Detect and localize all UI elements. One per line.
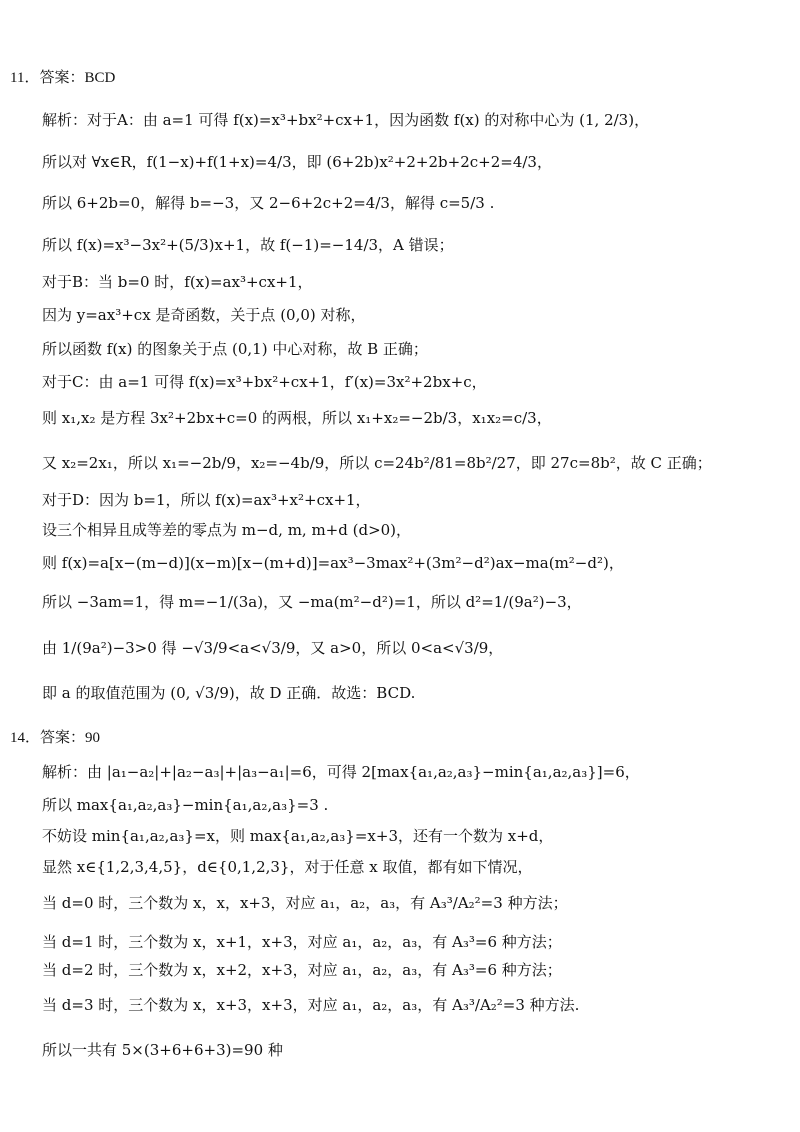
q14-line-8: 当 d=3 时，三个数为 x，x+3，x+3，对应 a₁，a₂，a₃，有 A₃³/A₂²=3 种方法.	[42, 996, 580, 1014]
q14-header: 14．答案：90	[10, 730, 101, 746]
q11-line-4: 所以 f(x)=x³−3x²+(5/3)x+1，故 f(−1)=−14/3，A 错误；	[42, 236, 454, 254]
q11-line-12: 设三个相异且成等差的零点为 m−d, m, m+d (d>0)，	[42, 521, 412, 539]
q11-line-15: 由 1/(9a²)−3>0 得 −√3/9<a<√3/9，又 a>0，所以 0<a<√3/9，	[42, 639, 504, 657]
q14-line-1: 解析：由 |a₁−a₂|+|a₂−a₃|+|a₃−a₁|=6，可得 2[max{a₁,a₂,a₃}−min{a₁,a₂,a₃}]=6，	[42, 763, 640, 781]
q11-line-9: 则 x₁,x₂ 是方程 3x²+2bx+c=0 的两根，所以 x₁+x₂=−2b/3，x₁x₂=c/3，	[42, 409, 552, 427]
q14-line-9: 所以一共有 5×(3+6+6+3)=90 种	[42, 1041, 283, 1059]
q14-line-2: 所以 max{a₁,a₂,a₃}−min{a₁,a₂,a₃}=3 .	[42, 796, 329, 814]
q11-line-8: 对于C：由 a=1 可得 f(x)=x³+bx²+cx+1，f′(x)=3x²+2bx+c，	[42, 373, 487, 391]
q11-line-3: 所以 6+2b=0，解得 b=−3，又 2−6+2c+2=4/3，解得 c=5/3 .	[42, 194, 495, 212]
q14-line-3: 不妨设 min{a₁,a₂,a₃}=x，则 max{a₁,a₂,a₃}=x+3，还有一个数为 x+d，	[42, 827, 554, 845]
q11-line-5: 对于B：当 b=0 时，f(x)=ax³+cx+1，	[42, 273, 313, 291]
q11-line-2: 所以对 ∀x∈R，f(1−x)+f(1+x)=4/3，即 (6+2b)x²+2+2b+2c+2=4/3，	[42, 153, 552, 171]
q11-line-14: 所以 −3am=1，得 m=−1/(3a)，又 −ma(m²−d²)=1，所以 d²=1/(9a²)−3，	[42, 593, 582, 611]
q14-line-4: 显然 x∈{1,2,3,4,5}，d∈{0,1,2,3}，对于任意 x 取值，都有如下情况，	[42, 858, 533, 876]
q11-line-16: 即 a 的取值范围为 (0, √3/9)，故 D 正确．故选：BCD.	[42, 684, 416, 702]
q11-line-1: 解析：对于A：由 a=1 可得 f(x)=x³+bx²+cx+1，因为函数 f(x) 的对称中心为 (1, 2/3)，	[42, 111, 650, 129]
q11-line-13: 则 f(x)=a[x−(m−d)](x−m)[x−(m+d)]=ax³−3max²+(3m²−d²)ax−ma(m²−d²)，	[42, 554, 624, 572]
q11-line-7: 所以函数 f(x) 的图象关于点 (0,1) 中心对称，故 B 正确；	[42, 340, 428, 358]
q14-line-7: 当 d=2 时，三个数为 x，x+2，x+3，对应 a₁，a₂，a₃，有 A₃³=6 种方法；	[42, 961, 562, 979]
q11-line-11: 对于D：因为 b=1，所以 f(x)=ax³+x²+cx+1，	[42, 491, 371, 509]
q11-line-10: 又 x₂=2x₁，所以 x₁=−2b/9，x₂=−4b/9，所以 c=24b²/81=8b²/27，即 27c=8b²，故 C 正确；	[42, 454, 712, 472]
q14-line-6: 当 d=1 时，三个数为 x，x+1，x+3，对应 a₁，a₂，a₃，有 A₃³=6 种方法；	[42, 933, 562, 951]
q11-line-6: 因为 y=ax³+cx 是奇函数，关于点 (0,0) 对称，	[42, 306, 366, 324]
q11-header: 11．答案：BCD	[10, 70, 116, 86]
q14-line-5: 当 d=0 时，三个数为 x，x，x+3，对应 a₁，a₂，a₃，有 A₃³/A₂²=3 种方法；	[42, 894, 568, 912]
